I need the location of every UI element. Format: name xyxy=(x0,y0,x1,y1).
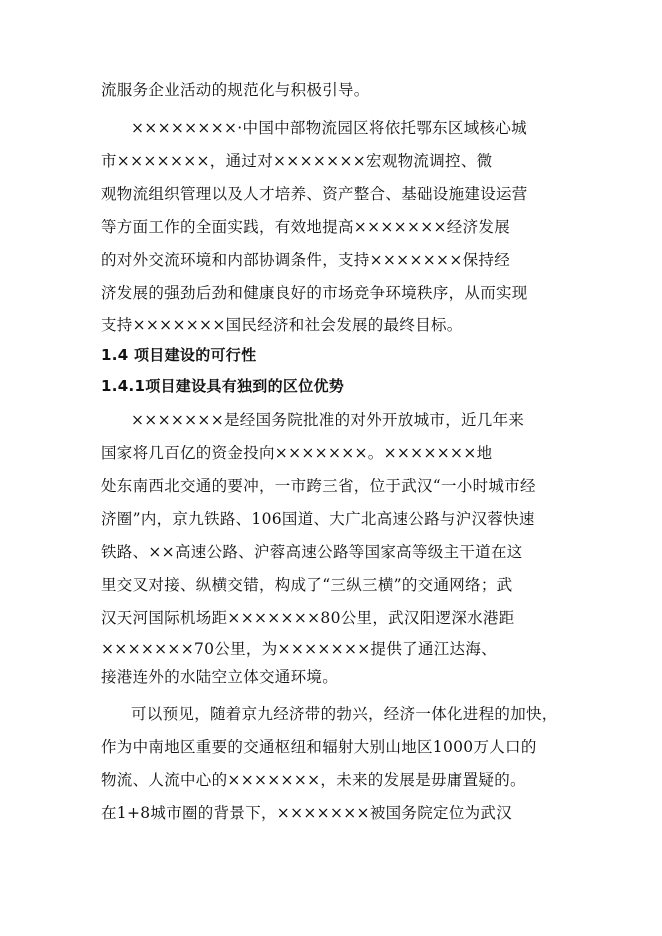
paragraph-line: 济发展的强劲后劲和健康良好的市场竞争环境秩序，从而实现 xyxy=(101,284,528,302)
paragraph-line: 支持×××××××国民经济和社会发展的最终目标。 xyxy=(101,316,463,334)
paragraph-line: 物流、人流中心的×××××××，未来的发展是毋庸置疑的。 xyxy=(101,771,526,789)
subsection-heading: 1.4.1项目建设具有独到的区位优势 xyxy=(101,377,345,395)
paragraph-line: 观物流组织管理以及人才培养、资产整合、基础设施建设运营 xyxy=(101,185,528,203)
paragraph-line: 铁路、××高速公路、沪蓉高速公路等国家高等级主干道在这 xyxy=(101,543,523,561)
paragraph-line: 接港连外的水陆空立体交通环境。 xyxy=(101,668,339,686)
paragraph-line: 的对外交流环境和内部协调条件，支持×××××××保持经 xyxy=(101,251,511,269)
paragraph-line: 流服务企业活动的规范化与积极引导。 xyxy=(101,81,370,99)
paragraph-line: 汉天河国际机场距×××××××80公里，武汉阳逻深水港距 xyxy=(101,609,515,627)
paragraph-line: 在1+8城市圈的背景下，×××××××被国务院定位为武汉 xyxy=(101,804,513,822)
paragraph-line: 等方面工作的全面实践，有效地提高×××××××经济发展 xyxy=(101,218,511,236)
paragraph-line: ××××××××·中国中部物流园区将依托鄂东区域核心城 xyxy=(131,119,527,137)
paragraph-line: 市×××××××，通过对×××××××宏观物流调控、微 xyxy=(101,152,493,170)
paragraph-line: 可以预见，随着京九经济带的勃兴，经济一体化进程的加快， xyxy=(131,705,558,723)
paragraph-line: 处东南西北交通的要冲，一市跨三省，位于武汉“一小时城市经 xyxy=(101,477,536,495)
paragraph-line: 济圈”内，京九铁路、106国道、大广北高速公路与沪汉蓉快速 xyxy=(101,510,535,528)
paragraph-line: 作为中南地区重要的交通枢纽和辐射大别山地区1000万人口的 xyxy=(101,738,537,756)
paragraph-line: ×××××××是经国务院批准的对外开放城市，近几年来 xyxy=(131,411,525,429)
paragraph-line: 里交叉对接、纵横交错，构成了“三纵三横”的交通网络；武 xyxy=(101,576,513,594)
paragraph-line: 国家将几百亿的资金投向×××××××。×××××××地 xyxy=(101,444,493,462)
section-heading: 1.4 项目建设的可行性 xyxy=(101,346,257,364)
paragraph-line: ×××××××70公里，为×××××××提供了通江达海、 xyxy=(101,640,497,658)
